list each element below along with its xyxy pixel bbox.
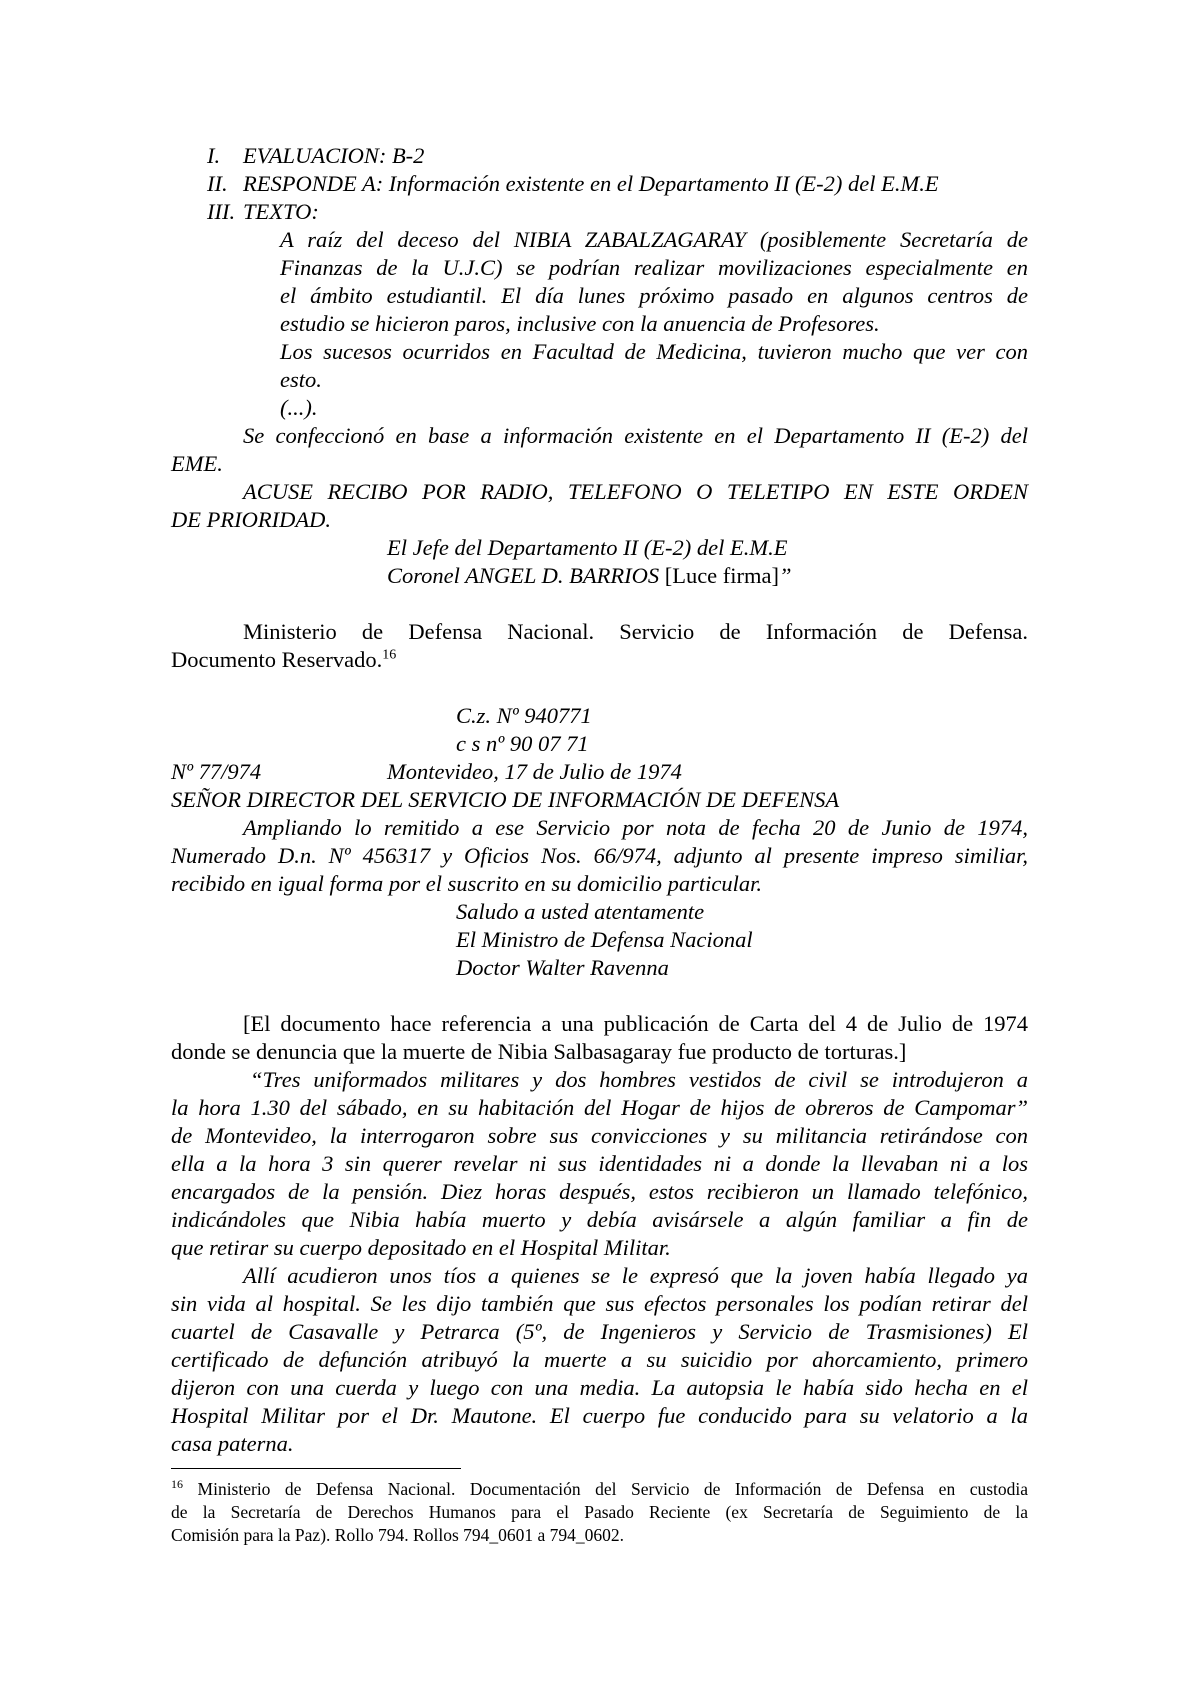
quote-line: casa paterna. <box>171 1431 294 1456</box>
texto-line: estudio se hicieron paros, inclusive con la anuencia de Profesores. <box>280 311 880 336</box>
quote-line: certificado de defunción atribuyó la muerte a su suicidio por ahorcamiento, primero <box>171 1347 1028 1372</box>
confeccion-line: Se confeccionó en base a información existente en el Departamento II (E-2) del <box>243 423 1028 448</box>
footnote-line: de la Secretaría de Derechos Humanos para el Pasado Reciente (ex Secretaría de Seguimiento de la <box>171 1502 1028 1522</box>
acuse-line: DE PRIORIDAD. <box>171 507 331 532</box>
footnote-line: Comisión para la Paz). Rollo 794. Rollos 794_0601 a 794_0602. <box>171 1525 625 1545</box>
signature-title: El Jefe del Departamento II (E-2) del E.M.E <box>387 535 788 560</box>
footnote-ref: 16 <box>382 647 397 663</box>
texto-line: el ámbito estudiantil. El día lunes próximo pasado en algunos centros de <box>280 283 1028 308</box>
list-item-i: I. EVALUACION: B-2 <box>207 143 425 168</box>
footnote-number: 16 <box>171 1477 183 1492</box>
texto-line: A raíz del deceso del NIBIA ZABALZAGARAY (posiblemente Secretaría de <box>280 227 1028 252</box>
quote-line: de Montevideo, la interrogaron sobre sus convicciones y su militancia retirándose con <box>171 1123 1028 1148</box>
quote-line: que retirar su cuerpo depositado en el Hospital Militar. <box>171 1235 671 1260</box>
footnote-divider <box>171 1468 461 1469</box>
doc-cz: C.z. Nº 940771 <box>456 703 592 728</box>
texto-line: esto. <box>280 367 322 392</box>
nota-line: [El documento hace referencia a una publicación de Carta del 4 de Julio de 1974 <box>243 1011 1028 1036</box>
doc-cs: c s nº 90 07 71 <box>456 731 589 756</box>
ministerio-line: Ministerio de Defensa Nacional. Servicio de Información de Defensa. <box>243 619 1028 644</box>
list-item-iii: III. TEXTO: <box>207 199 319 224</box>
texto-line: (...). <box>280 395 318 420</box>
acuse-line: ACUSE RECIBO POR RADIO, TELEFONO O TELETIPO EN ESTE ORDEN <box>243 479 1028 504</box>
footnote-line: $^{16}$ Ministerio de Defensa Nacional. Documentación del Servicio de Información de Defensa en custodia <box>171 1477 1029 1499</box>
quote-line: Hospital Militar por el Dr. Mautone. El cuerpo fue conducido para su velatorio a la <box>171 1403 1028 1428</box>
doc-body-line: Numerado D.n. Nº 456317 y Oficios Nos. 66/974, adjunto al presente impreso similiar, <box>171 843 1028 868</box>
quote-line: sin vida al hospital. Se les dijo también que sus efectos personales los podían retirar del <box>171 1291 1028 1316</box>
signature-name: Coronel ANGEL D. BARRIOS [Luce firma]” <box>387 563 792 588</box>
quote-line: Allí acudieron unos tíos a quienes se le expresó que la joven había llegado ya <box>243 1263 1028 1288</box>
texto-line: Finanzas de la U.J.C) se podrían realizar movilizaciones especialmente en <box>280 255 1028 280</box>
doc-body-line: recibido en igual forma por el suscrito en su domicilio particular. <box>171 871 763 896</box>
quote-line: indicándoles que Nibia había muerto y debía avisársele a algún familiar a fin de <box>171 1207 1028 1232</box>
doc-cargo: El Ministro de Defensa Nacional <box>456 927 753 952</box>
quote-line: “Tres uniformados militares y dos hombres vestidos de civil se introdujeron a <box>250 1067 1028 1092</box>
list-item-ii: II. RESPONDE A: Información existente en el Departamento II (E-2) del E.M.E <box>207 171 939 196</box>
ministerio-line: Documento Reservado.$^{16}$ <box>171 647 397 672</box>
doc-numero: Nº 77/974 <box>171 759 262 784</box>
quote-line: encargados de la pensión. Diez horas después, estos recibieron un llamado telefónico, <box>171 1179 1028 1204</box>
quote-line: ella a la hora 3 sin querer revelar ni sus identidades ni a donde la llevaban ni a los <box>171 1151 1028 1176</box>
doc-fecha: Montevideo, 17 de Julio de 1974 <box>387 759 682 784</box>
doc-nombre: Doctor Walter Ravenna <box>456 955 669 980</box>
quote-line: la hora 1.30 del sábado, en su habitación del Hogar de hijos de obreros de Campomar” <box>171 1095 1028 1120</box>
doc-saludo: Saludo a usted atentamente <box>456 899 705 924</box>
nota-line: donde se denuncia que la muerte de Nibia Salbasagaray fue producto de torturas.] <box>171 1039 907 1064</box>
doc-destinatario: SEÑOR DIRECTOR DEL SERVICIO DE INFORMACIÓN DE DEFENSA <box>171 787 840 812</box>
texto-line: Los sucesos ocurridos en Facultad de Medicina, tuvieron mucho que ver con <box>280 339 1028 364</box>
quote-line: dijeron con una cuerda y luego con una media. La autopsia le había sido hecha en el <box>171 1375 1028 1400</box>
doc-body-line: Ampliando lo remitido a ese Servicio por nota de fecha 20 de Junio de 1974, <box>243 815 1028 840</box>
confeccion-line: EME. <box>171 451 223 476</box>
quote-line: cuartel de Casavalle y Petrarca (5º, de Ingenieros y Servicio de Trasmisiones) El <box>171 1319 1028 1344</box>
